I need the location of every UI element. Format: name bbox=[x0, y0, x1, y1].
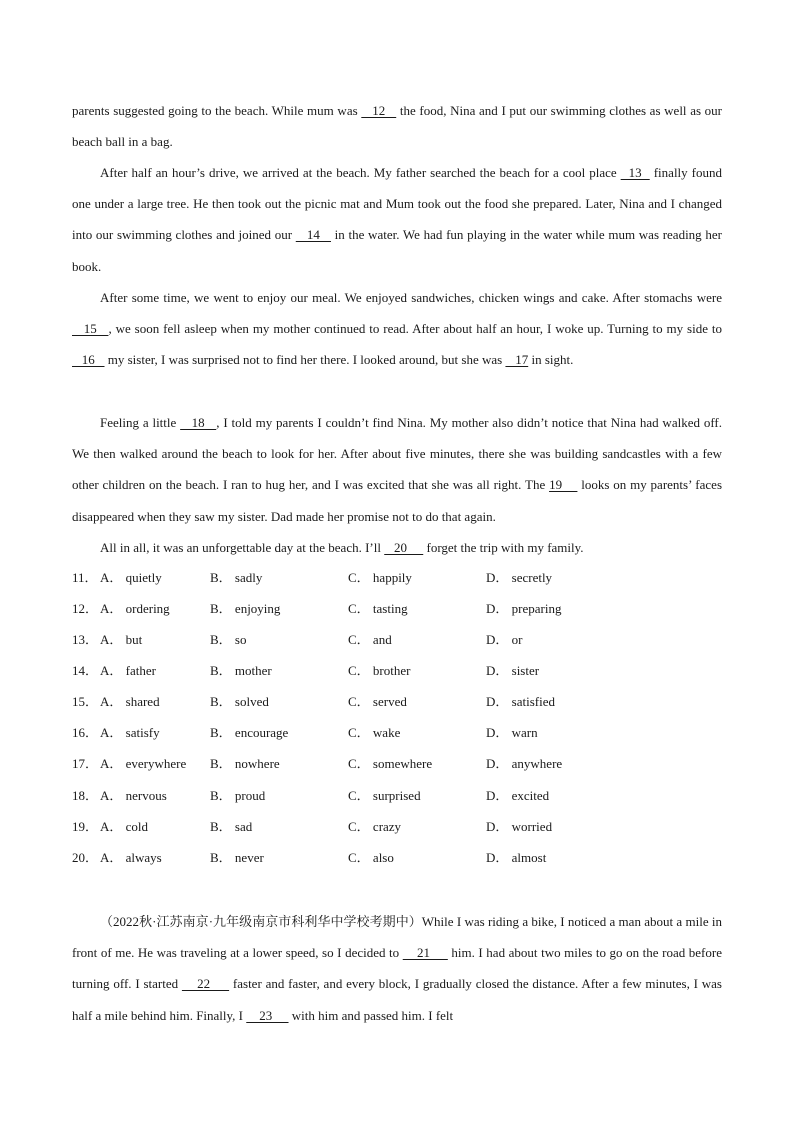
answer-blank: 14 bbox=[295, 227, 331, 243]
option-c: C． also bbox=[348, 850, 394, 865]
question-number: 13． bbox=[72, 632, 99, 647]
question-number: 17． bbox=[72, 756, 99, 771]
question-number: 18． bbox=[72, 788, 99, 803]
option-a: A． satisfy bbox=[100, 725, 160, 740]
option-a: A． everywhere bbox=[100, 756, 187, 771]
option-b: B． solved bbox=[210, 694, 269, 709]
option-b: B． so bbox=[210, 632, 247, 647]
option-c: C． somewhere bbox=[348, 756, 433, 771]
answer-blank: 19 bbox=[549, 477, 578, 493]
passage1-paragraph-3 bbox=[72, 407, 722, 532]
option-a: A． quietly bbox=[100, 570, 162, 585]
option-b: B． nowhere bbox=[210, 756, 280, 771]
passage1-paragraph-2 bbox=[72, 282, 722, 376]
passage-text: parents suggested going to the beach. While mum was bbox=[72, 103, 362, 118]
passage-text: in sight. bbox=[528, 352, 574, 368]
passage-text: forget the trip with my family. bbox=[423, 540, 584, 555]
answer-blank: 17 bbox=[505, 352, 529, 368]
passage-text: （2022秋·江苏南京·九年级南京市科利华中学校考期中）While I was riding a bike, I noticed a man about a mile in front of me. He was traveling at a lower speed, so I decided to bbox=[72, 914, 722, 961]
option-c: C． served bbox=[348, 694, 407, 709]
option-b: B． sad bbox=[210, 819, 253, 834]
question-number: 19． bbox=[72, 819, 99, 834]
passage-text: , we soon fell asleep when my mother continued to read. After about half an hour, I woke up. Turning to my side to bbox=[108, 321, 723, 337]
passage-text: him. I had about two miles to go on the road before turning off. I started bbox=[72, 945, 722, 992]
option-d: D． almost bbox=[486, 850, 547, 865]
answer-blank: 22 bbox=[181, 976, 230, 992]
option-a: A． always bbox=[100, 850, 162, 865]
answer-blank: 20 bbox=[384, 540, 424, 555]
answer-blank: 23 bbox=[246, 1007, 289, 1023]
passage-text: Feeling a little bbox=[100, 415, 181, 430]
passage1-paragraph-0 bbox=[72, 95, 722, 157]
passage-text: After half an hour’s drive, we arrived at the beach. My father searched the beach for a cool place bbox=[100, 165, 621, 180]
option-b: B． sadly bbox=[210, 570, 263, 585]
question-number: 11． bbox=[72, 570, 98, 585]
option-a: A． cold bbox=[100, 819, 149, 834]
passage-text: , I told my parents I couldn’t find Nina. My mother also didn’t notice that Nina had walked off. We then walked around the beach to look for her. After about five minutes, there she was building sandcastles with a few other children on the beach. I ran to hug her, and I was excited that she was all right. The bbox=[72, 415, 722, 493]
option-d: D． worried bbox=[486, 819, 553, 834]
option-c: C． surprised bbox=[348, 788, 421, 803]
option-c: C． and bbox=[348, 632, 392, 647]
option-a: A． father bbox=[100, 663, 156, 678]
passage-text: looks on my parents’ faces disappeared when they saw my sister. Dad made her promise not to do that again. bbox=[72, 477, 723, 524]
answer-blank: 15 bbox=[72, 321, 109, 337]
answer-blank: 21 bbox=[402, 945, 448, 961]
question-number: 12． bbox=[72, 601, 99, 616]
option-a: A． ordering bbox=[100, 601, 170, 616]
question-number: 15． bbox=[72, 694, 99, 709]
passage2-paragraph-0 bbox=[72, 906, 722, 1031]
option-d: D． sister bbox=[486, 663, 540, 678]
option-d: D． anywhere bbox=[486, 756, 563, 771]
option-c: C． happily bbox=[348, 570, 412, 585]
answer-blank: 13 bbox=[620, 165, 650, 180]
option-b: B． enjoying bbox=[210, 601, 281, 616]
option-d: D． preparing bbox=[486, 601, 562, 616]
option-d: D． warn bbox=[486, 725, 538, 740]
passage-text: my sister, I was surprised not to find her there. I looked around, but she was bbox=[104, 352, 506, 368]
option-d: D． or bbox=[486, 632, 523, 647]
answer-blank: 12 bbox=[361, 103, 397, 118]
option-a: A． nervous bbox=[100, 788, 167, 803]
option-d: D． secretly bbox=[486, 570, 553, 585]
passage-text: All in all, it was an unforgettable day at the beach. I’ll bbox=[100, 540, 385, 555]
option-c: C． crazy bbox=[348, 819, 402, 834]
question-number: 16． bbox=[72, 725, 99, 740]
option-b: B． proud bbox=[210, 788, 266, 803]
option-c: C． tasting bbox=[348, 601, 408, 616]
option-b: B． encourage bbox=[210, 725, 289, 740]
passage-text: in the water. We had fun playing in the water while mum was reading her book. bbox=[72, 227, 722, 274]
question-number: 20． bbox=[72, 850, 99, 865]
option-a: A． but bbox=[100, 632, 143, 647]
answer-blank: 16 bbox=[72, 352, 105, 368]
passage-text: with him and passed him. I felt bbox=[288, 1007, 454, 1023]
passage-text: finally found one under a large tree. He then took out the picnic mat and Mum took out the food she prepared. Later, Nina and I changed into our swimming clothes and joined our bbox=[72, 165, 723, 243]
passage1-paragraph-4 bbox=[72, 532, 722, 563]
option-c: C． wake bbox=[348, 725, 401, 740]
option-d: D． satisfied bbox=[486, 694, 555, 709]
option-b: B． mother bbox=[210, 663, 272, 678]
option-c: C． brother bbox=[348, 663, 411, 678]
answer-blank: 18 bbox=[180, 415, 217, 430]
passage1-paragraph-1 bbox=[72, 157, 722, 282]
question-number: 14． bbox=[72, 663, 99, 678]
option-a: A． shared bbox=[100, 694, 160, 709]
passage-text: faster and faster, and every block, I gradually closed the distance. After a few minutes, I was half a mile behind him. Finally, I bbox=[72, 976, 722, 1023]
passage-text: After some time, we went to enjoy our meal. We enjoyed sandwiches, chicken wings and cake. After stomachs were bbox=[100, 290, 722, 305]
option-b: B． never bbox=[210, 850, 264, 865]
option-d: D． excited bbox=[486, 788, 550, 803]
passage-text: the food, Nina and I put our swimming clothes as well as our beach ball in a bag. bbox=[72, 103, 723, 150]
